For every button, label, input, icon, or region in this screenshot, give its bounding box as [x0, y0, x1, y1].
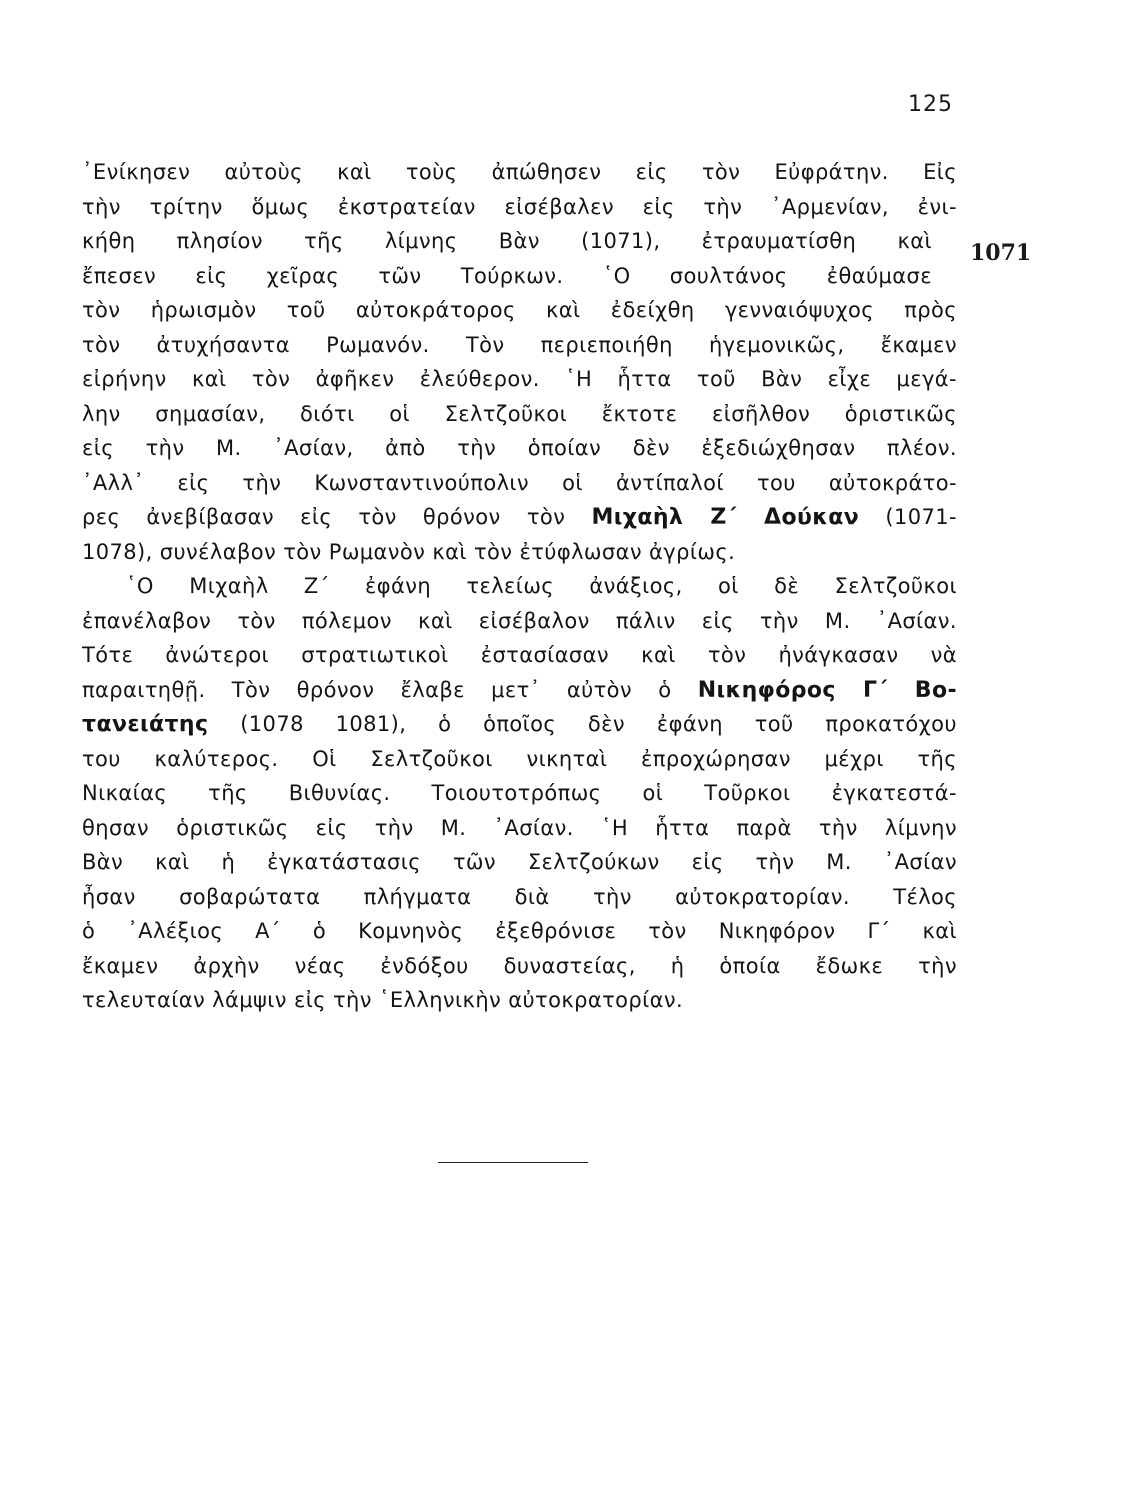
text-line: ἐπανέλαβον τὸν πόλεμον καὶ εἰσέβαλον πάλιν εἰς τὴν Μ. ᾿Ασίαν.: [82, 608, 957, 633]
text-line: ἦσαν σοβαρώτατα πλήγματα διὰ τὴν αὐτοκρατορίαν. Τέλος: [82, 884, 957, 909]
emperor-name-michael: Μιχαὴλ Ζ΄ Δούκαν: [591, 505, 860, 530]
text-line: Νικαίας τῆς Βιθυνίας. Τοιουτοτρόπως οἱ Τοῦρκοι ἐγκατεστά-: [82, 781, 957, 805]
text-line: τὸν ἀτυχήσαντα Ρωμανόν. Τὸν περιεποιήθη ἡγεμονικῶς, ἔκαμεν: [82, 332, 957, 357]
margin-year-note: 1071: [970, 240, 1032, 266]
text-line: τελευταίαν λάμψιν εἰς τὴν ῾Ελληνικὴν αὐτοκρατορίαν.: [82, 988, 684, 1012]
text-line: [82, 673, 957, 708]
text-line: ᾿Αλλ᾿ εἰς τὴν Κωνσταντινούπολιν οἱ ἀντίπαλοί του αὐτοκράτο-: [82, 470, 957, 495]
text-line: εἰρήνην καὶ τὸν ἀφῆκεν ἐλεύθερον. ῾Η ἧττα τοῦ Βὰν εἶχε μεγά-: [82, 367, 957, 391]
text-line: τὴν τρίτην ὅμως ἐκστρατείαν εἰσέβαλεν εἰς τὴν ᾿Αρμενίαν, ἐνι-: [82, 194, 957, 219]
text-segment: ρες ἀνεβίβασαν εἰς τὸν θρόνον τὸν: [82, 505, 566, 529]
page-number: 125: [908, 92, 953, 117]
text-line: ἔπεσεν εἰς χεῖρας τῶν Τούρκων. ῾Ο σουλτάνος ἐθαύμασε: [82, 263, 932, 288]
text-line: 1078), συνέλαβον τὸν Ρωμανὸν καὶ τὸν ἐτύφλωσαν ἀγρίως.: [82, 539, 736, 564]
text-line: κήθη πλησίον τῆς λίμνης Βὰν (1071), ἐτραυματίσθη καὶ: [82, 229, 932, 253]
text-line: Βὰν καὶ ἡ ἐγκατάστασις τῶν Σελτζούκων εἰς τὴν Μ. ᾿Ασίαν: [82, 850, 957, 874]
text-line: λην σημασίαν, διότι οἱ Σελτζοῦκοι ἔκτοτε εἰσῆλθον ὁριστικῶς: [82, 401, 957, 426]
section-divider: [438, 1162, 588, 1163]
text-line: [82, 707, 957, 742]
text-line: [82, 500, 957, 535]
text-line: ῾Ο Μιχαὴλ Ζ΄ ἐφάνη τελείως ἀνάξιος, οἱ δὲ Σελτζοῦκοι: [126, 574, 957, 598]
emperor-name-nikephoros: Νικηφόρος Γ΄ Βο-: [697, 677, 958, 703]
text-line: εἰς τὴν Μ. ᾿Ασίαν, ἀπὸ τὴν ὁποίαν δὲν ἐξεδιώχθησαν πλέον.: [82, 436, 957, 460]
emperor-name-nikephoros-cont: τανειάτης: [82, 712, 209, 737]
body-text: [82, 155, 957, 1018]
text-line: του καλύτερος. Οἱ Σελτζοῦκοι νικηταὶ ἐπροχώρησαν μέχρι τῆς: [82, 746, 957, 771]
text-segment: παραιτηθῇ. Τὸν θρόνον ἔλαβε μετ᾿ αὐτὸν ὁ: [82, 677, 672, 702]
text-line: ἔκαμεν ἀρχὴν νέας ἐνδόξου δυναστείας, ἡ ὁποία ἔδωκε τὴν: [82, 953, 957, 978]
text-line: ὁ ᾿Αλέξιος Α΄ ὁ Κομνηνὸς ἐξεθρόνισε τὸν Νικηφόρον Γ΄ καὶ: [82, 919, 957, 943]
text-line: ᾿Ενίκησεν αὐτοὺς καὶ τοὺς ἀπώθησεν εἰς τὸν Εὐφράτην. Εἰς: [82, 160, 957, 184]
text-segment: (1071-: [885, 505, 958, 529]
text-line: θησαν ὁριστικῶς εἰς τὴν Μ. ᾿Ασίαν. ῾Η ἧττα παρὰ τὴν λίμνην: [82, 815, 957, 840]
text-segment: (1078 1081), ὁ ὁποῖος δὲν ἐφάνη τοῦ προκατόχου: [240, 712, 957, 736]
text-line: Τότε ἀνώτεροι στρατιωτικοὶ ἐστασίασαν καὶ τὸν ἠνάγκασαν νὰ: [82, 643, 957, 667]
text-line: τὸν ἡρωισμὸν τοῦ αὐτοκράτορος καὶ ἐδείχθη γενναιόψυχος πρὸς: [82, 298, 957, 322]
